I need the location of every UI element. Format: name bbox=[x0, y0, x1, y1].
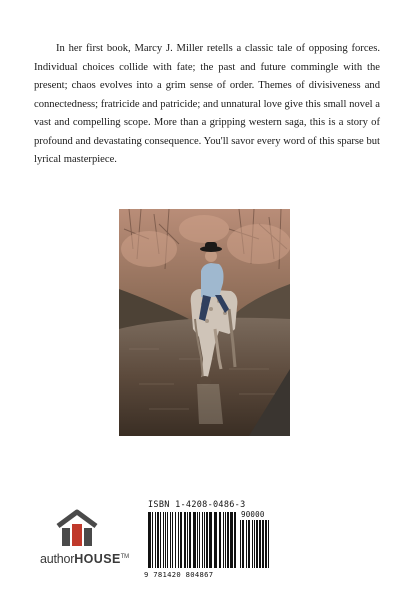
barcode-bar bbox=[148, 512, 151, 568]
barcode-bar bbox=[202, 512, 203, 568]
barcode-bar bbox=[209, 512, 212, 568]
barcode-bar bbox=[268, 520, 269, 568]
barcode-bars-addon bbox=[240, 520, 272, 568]
barcode-bar bbox=[180, 512, 182, 568]
barcode-bar bbox=[157, 512, 159, 568]
barcode-bar bbox=[197, 512, 198, 568]
barcode-bar bbox=[199, 512, 200, 568]
barcode-bar bbox=[163, 512, 164, 568]
barcode-bar bbox=[219, 512, 221, 568]
barcode-addon-digits: 90000 bbox=[241, 510, 265, 519]
barcode-bar bbox=[165, 512, 166, 568]
barcode-bar bbox=[193, 512, 196, 568]
barcode-bar bbox=[175, 512, 176, 568]
barcode-bar bbox=[252, 520, 253, 568]
barcode-bar bbox=[248, 520, 250, 568]
barcode-bar bbox=[204, 512, 205, 568]
barcode-bar bbox=[160, 512, 161, 568]
barcode-bar bbox=[246, 520, 247, 568]
barcode-bar bbox=[262, 520, 264, 568]
barcode-bar bbox=[259, 520, 261, 568]
back-cover-blurb: In her first book, Marcy J. Miller retells a classic tale of opposing forces. Individual choices collide with fate; the past and future commingle with the present; chaos evolves into a grim sense of order. Themes of divisiveness and connectedness; fratricide and patricide; and unnatural love give this small novel a vast and compelling scope. More than a gripping western saga, this is a story of profound and devastating consequence. You'll savor every word of this sparse but lyrical masterpiece. bbox=[34, 43, 380, 165]
barcode-bar bbox=[256, 520, 258, 568]
barcode-bar bbox=[240, 520, 241, 568]
cowboy-on-horse-in-creek-photo bbox=[119, 209, 290, 436]
barcode-bar bbox=[155, 512, 156, 568]
isbn-barcode bbox=[144, 500, 274, 582]
publisher-name: authorHOUSE™ bbox=[40, 552, 129, 566]
barcode-bar bbox=[230, 512, 233, 568]
barcode-bar bbox=[167, 512, 168, 568]
barcode-bar bbox=[184, 512, 186, 568]
barcode-bar bbox=[223, 512, 224, 568]
barcode-bar bbox=[189, 512, 191, 568]
barcode-bar bbox=[214, 512, 217, 568]
barcode-bar bbox=[225, 512, 226, 568]
barcode-bar bbox=[187, 512, 188, 568]
isbn-label: ISBN 1-4208-0486-3 bbox=[148, 500, 246, 510]
barcode-bar bbox=[178, 512, 179, 568]
barcode-bars-main bbox=[148, 512, 236, 568]
house-logo-icon bbox=[54, 508, 100, 548]
barcode-bar bbox=[242, 520, 244, 568]
barcode-bar bbox=[152, 512, 153, 568]
barcode-bar bbox=[265, 520, 267, 568]
authorhouse-logo bbox=[40, 508, 130, 568]
barcode-bar bbox=[172, 512, 173, 568]
ean-digits: 9 781420 804867 bbox=[144, 570, 214, 579]
barcode-bar bbox=[234, 512, 236, 568]
barcode-bar bbox=[206, 512, 208, 568]
barcode-bar bbox=[170, 512, 171, 568]
barcode-bar bbox=[227, 512, 229, 568]
barcode-bar bbox=[254, 520, 255, 568]
